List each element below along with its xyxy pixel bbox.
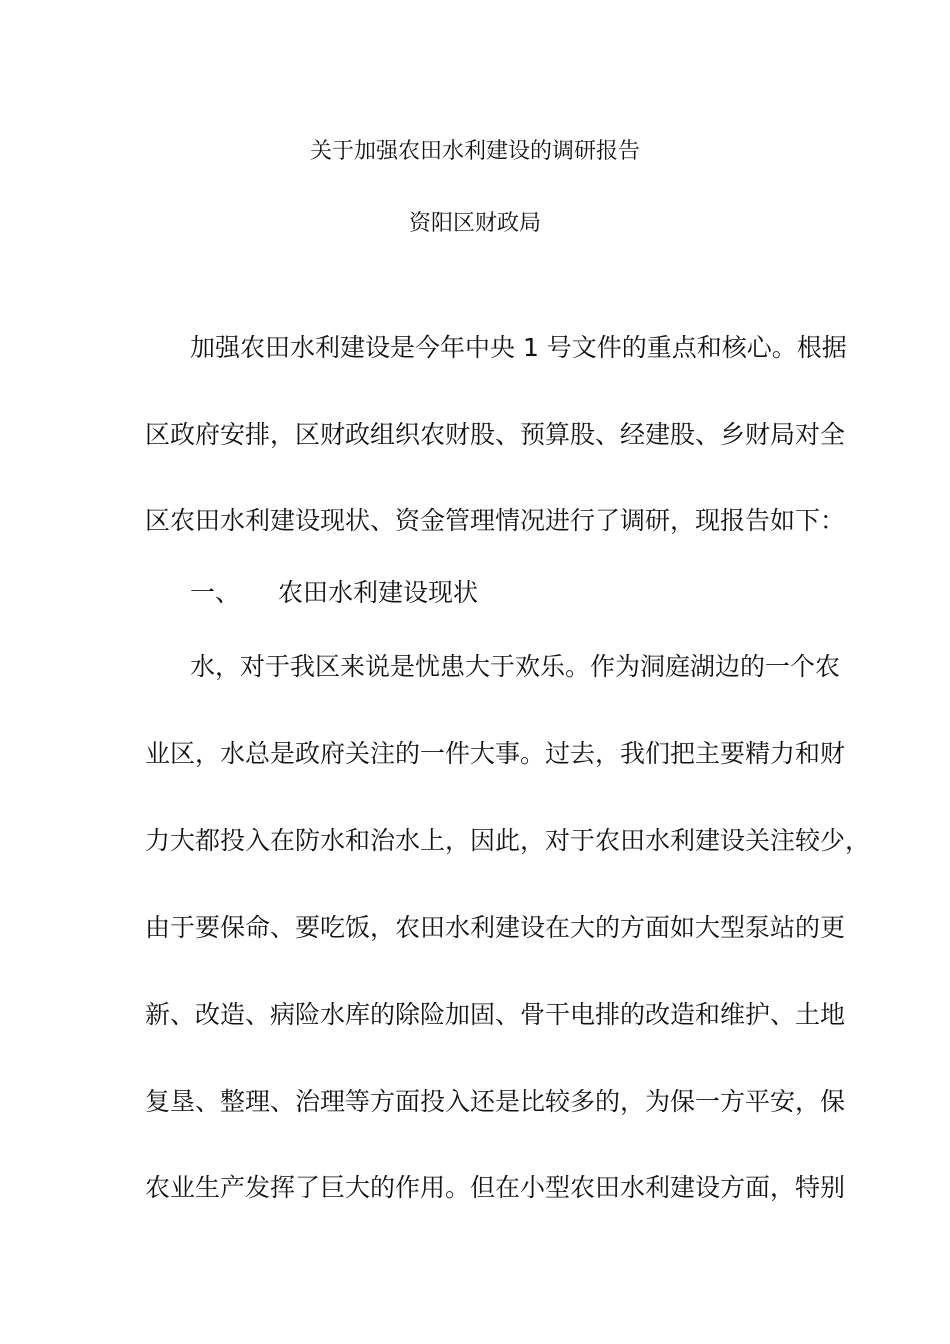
paragraph2-line-4: 由于要保命、要吃饭，农田水利建设在大的方面如大型泵站的更 (145, 913, 846, 942)
paragraph2-line-2: 业区，水总是政府关注的一件大事。过去，我们把主要精力和财 (145, 739, 846, 768)
paragraph2-line-3: 力大都投入在防水和治水上，因此，对于农田水利建设关注较少， (145, 826, 871, 855)
paragraph2-line-7: 农业生产发挥了巨大的作用。但在小型农田水利建设方面，特别 (145, 1173, 846, 1202)
paragraph2-line-6: 复垦、整理、治理等方面投入还是比较多的，为保一方平安，保 (145, 1087, 846, 1116)
document-title: 关于加强农田水利建设的调研报告 (309, 139, 640, 164)
section1-number: 一、 (190, 578, 241, 607)
paragraph2-line-1: 水，对于我区来说是忧患大于欢乐。作为洞庭湖边的一个农 (190, 652, 841, 681)
document-author: 资阳区财政局 (408, 211, 541, 236)
paragraph2-line-5: 新、改造、病险水库的除险加固、骨干电排的改造和维护、土地 (145, 1000, 846, 1029)
paragraph1-line-2: 区政府安排，区财政组织农财股、预算股、经建股、乡财局对全 (145, 420, 846, 449)
section1-heading: 农田水利建设现状 (278, 578, 479, 607)
paragraph1-line-1: 加强农田水利建设是今年中央 1 号文件的重点和核心。根据 (190, 333, 847, 362)
paragraph1-line-3: 区农田水利建设现状、资金管理情况进行了调研，现报告如下： (145, 506, 846, 535)
